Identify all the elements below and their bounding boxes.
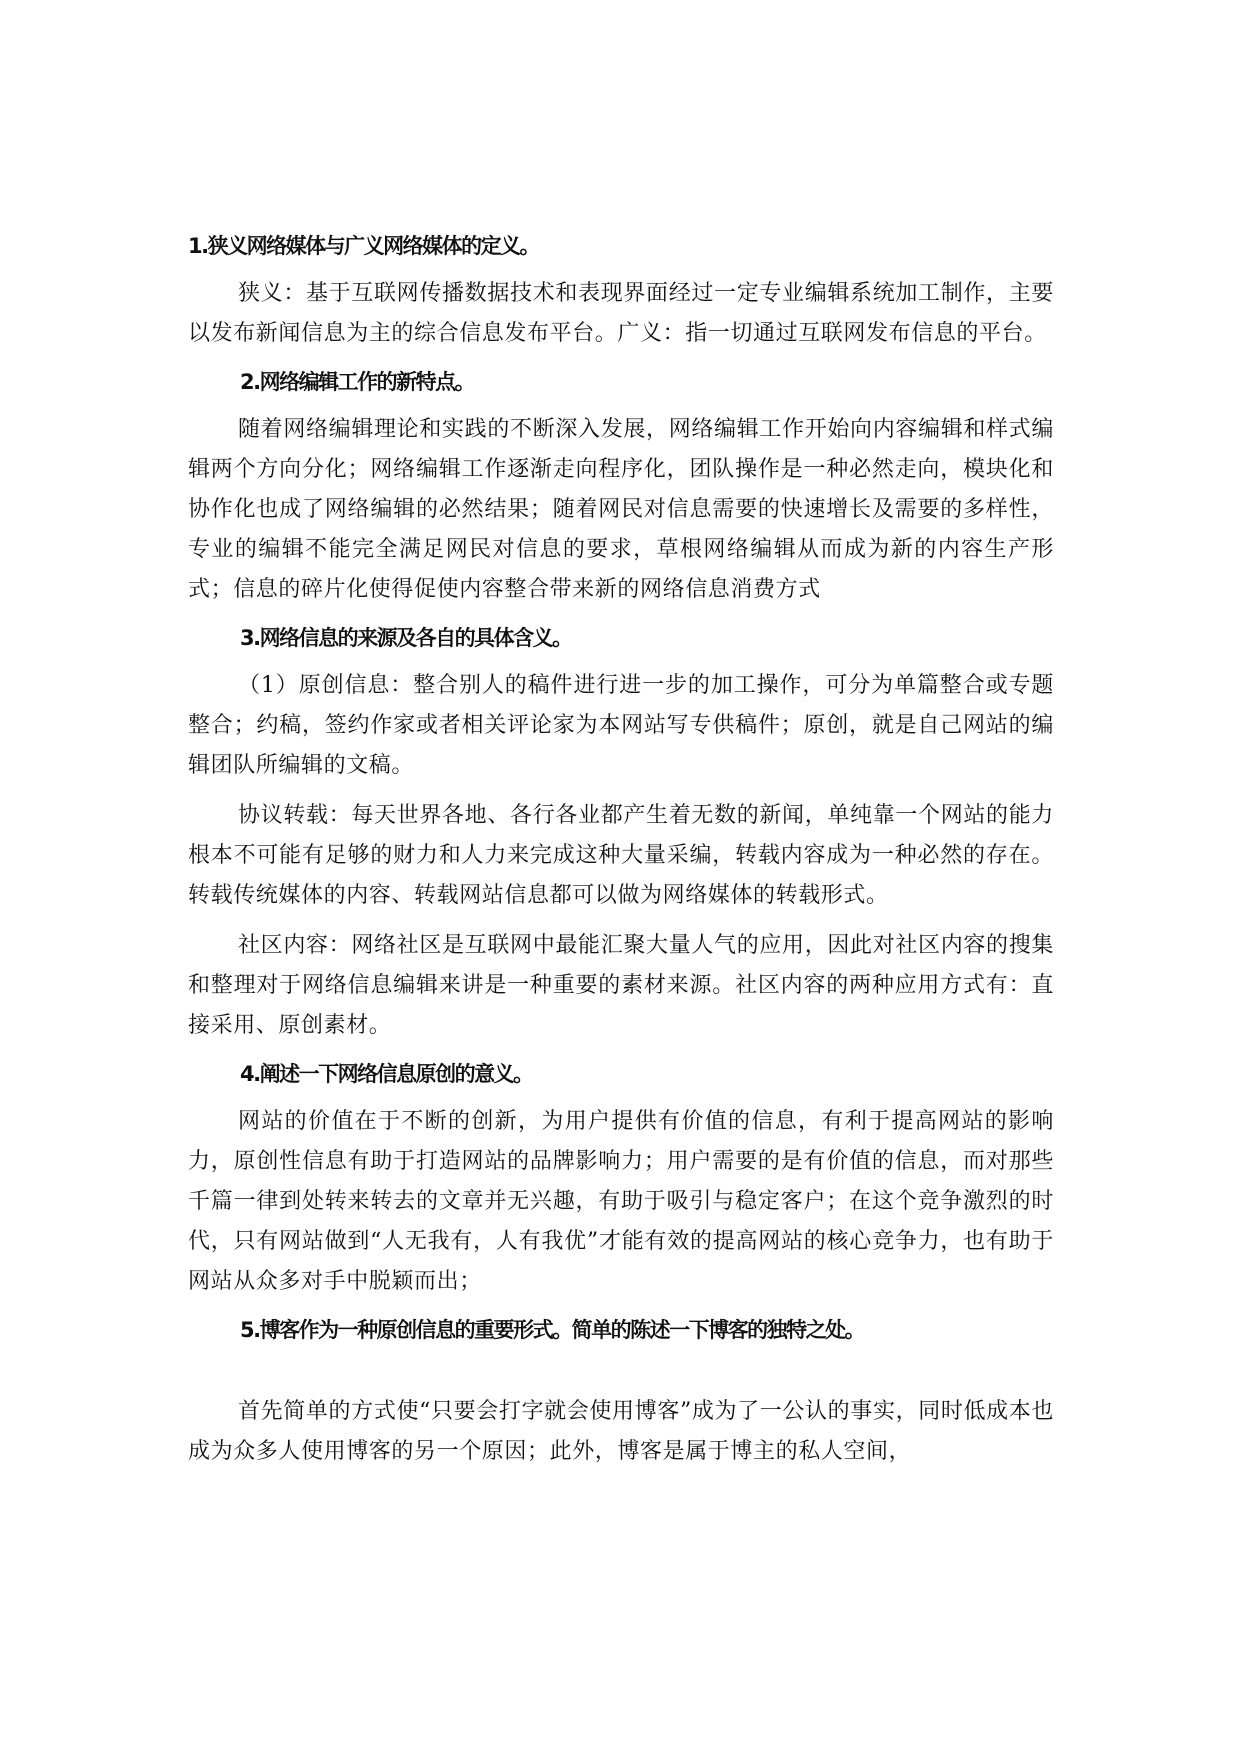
section-4-paragraph-1: 网站的价值在于不断的创新，为用户提供有价值的信息，有利于提高网站的影响力，原创性信息有助于打造网站的品牌影响力；用户需要的是有价值的信息，而对那些千篇一律到处转来转去的文章并无兴趣，有助于吸引与稳定客户；在这个竞争激烈的时代，只有网站做到“人无我有，人有我优”才能有效的提高网站的核心竞争力，也有助于网站从众多对手中脱颖而出； xyxy=(188,1109,1054,1294)
section-3-paragraph-1: （1）原创信息：整合别人的稿件进行进一步的加工操作，可分为单篇整合或专题整合；约稿，签约作家或者相关评论家为本网站写专供稿件；原创，就是自己网站的编辑团队所编辑的文稿。 xyxy=(188,673,1054,778)
section-heading-5: 5.博客作为一种原创信息的重要形式。简单的陈述一下博客的独特之处。 xyxy=(240,1318,865,1342)
section-heading-4: 4.阐述一下网络信息原创的意义。 xyxy=(240,1062,533,1086)
section-heading-1: 1.狭义网络媒体与广义网络媒体的定义。 xyxy=(188,234,540,258)
section-3-paragraph-2: 协议转载：每天世界各地、各行各业都产生着无数的新闻，单纯靠一个网站的能力根本不可能有足够的财力和人力来完成这种大量采编，转载内容成为一种必然的存在。转载传统媒体的内容、转载网站信息都可以做为网络媒体的转载形式。 xyxy=(188,803,1054,908)
section-5-paragraph-1: 首先简单的方式使“只要会打字就会使用博客”成为了一公认的事实，同时低成本也成为众多人使用博客的另一个原因；此外，博客是属于博主的私人空间， xyxy=(188,1399,1054,1464)
document-page xyxy=(188,230,1054,1472)
section-heading-3: 3.网络信息的来源及各自的具体含义。 xyxy=(240,626,572,650)
section-2-paragraph-1: 随着网络编辑理论和实践的不断深入发展，网络编辑工作开始向内容编辑和样式编辑两个方向分化；网络编辑工作逐渐走向程序化，团队操作是一种必然走向，模块化和协作化也成了网络编辑的必然结果；随着网民对信息需要的快速增长及需要的多样性，专业的编辑不能完全满足网民对信息的要求，草根网络编辑从而成为新的内容生产形式；信息的碎片化使得促使内容整合带来新的网络信息消费方式 xyxy=(188,417,1054,602)
section-3-paragraph-3: 社区内容：网络社区是互联网中最能汇聚大量人气的应用，因此对社区内容的搜集和整理对于网络信息编辑来讲是一种重要的素材来源。社区内容的两种应用方式有：直接采用、原创素材。 xyxy=(188,933,1054,1038)
section-heading-2: 2.网络编辑工作的新特点。 xyxy=(240,370,475,394)
section-1-paragraph-1: 狭义：基于互联网传播数据技术和表现界面经过一定专业编辑系统加工制作，主要以发布新闻信息为主的综合信息发布平台。广义：指一切通过互联网发布信息的平台。 xyxy=(188,281,1054,346)
